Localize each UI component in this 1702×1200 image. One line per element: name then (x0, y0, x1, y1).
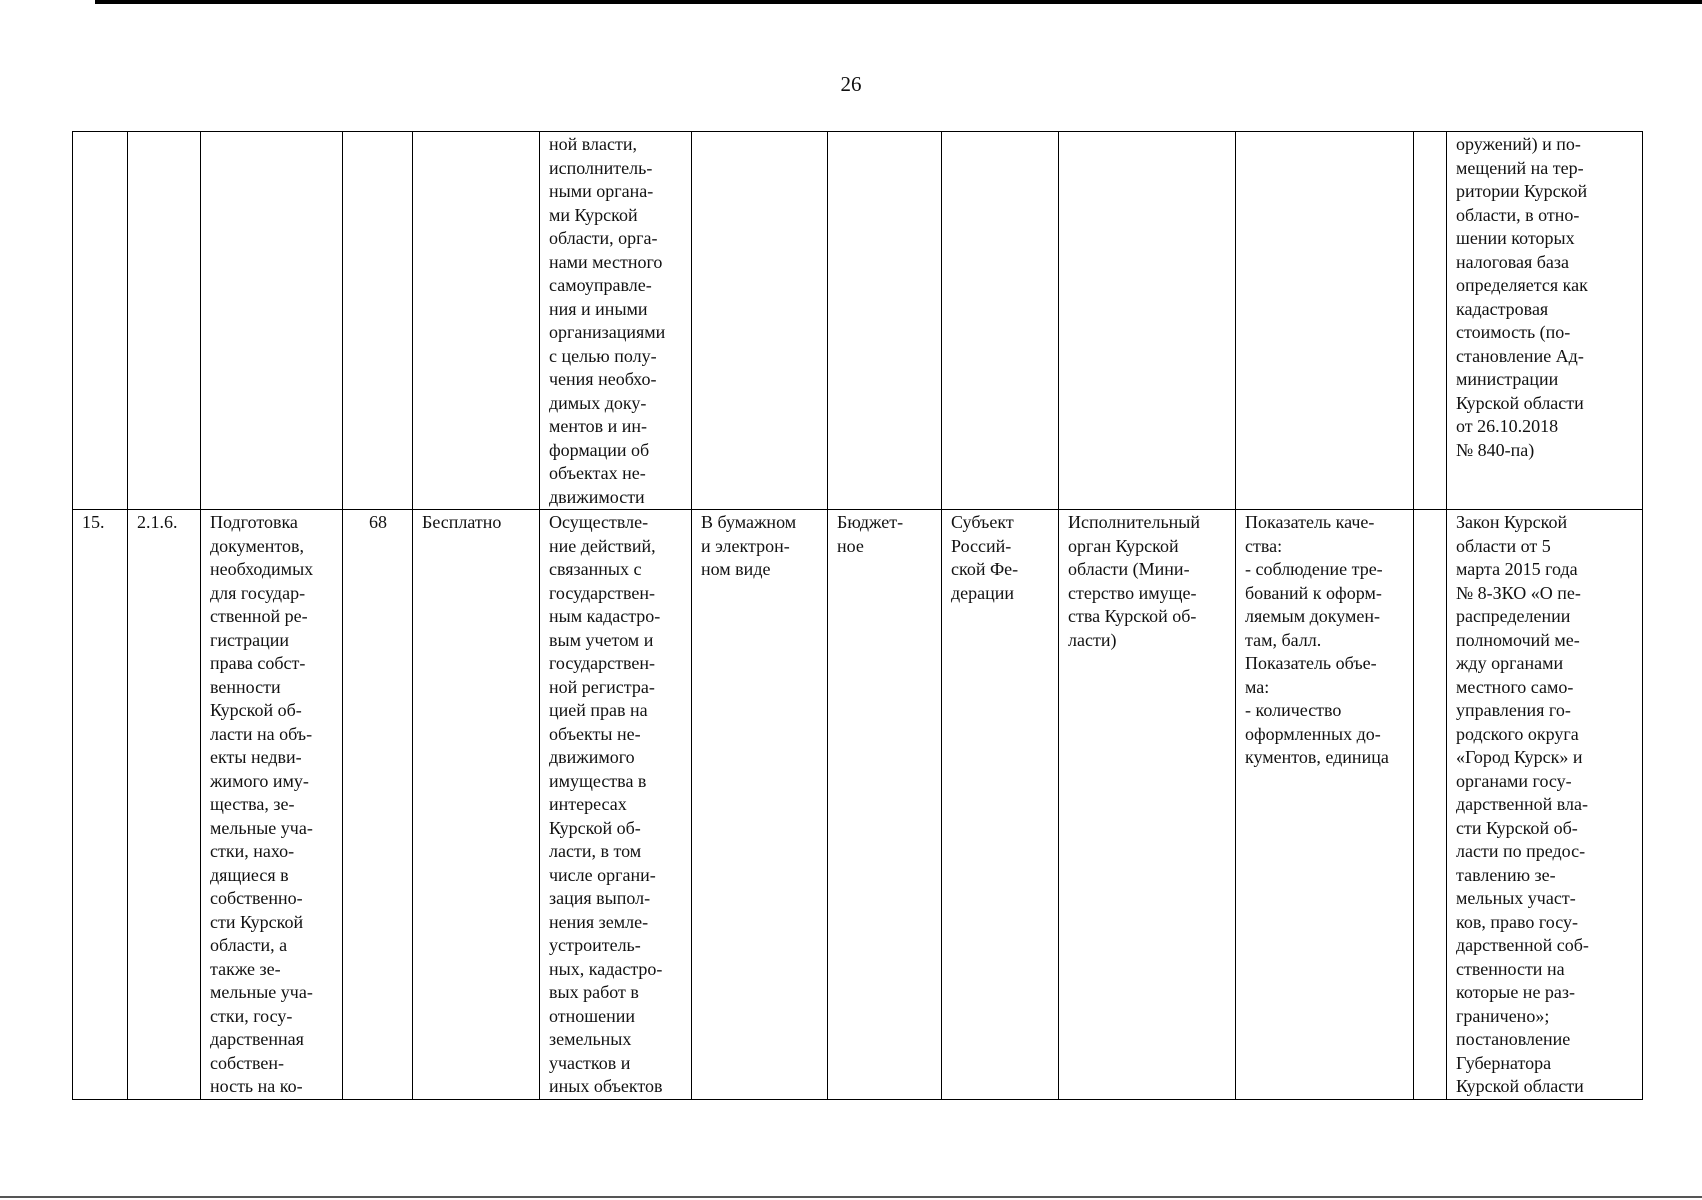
cell-form: В бумажном и электрон- ном виде (692, 510, 828, 1100)
page-number: 26 (840, 72, 862, 96)
bottom-border-line (0, 1196, 1702, 1198)
cell-blank (1414, 132, 1447, 510)
cell-code (128, 132, 201, 510)
cell-num (73, 132, 128, 510)
cell-name (201, 132, 343, 510)
cell-actions: ной власти, исполнитель- ными органа- ми Курской области, орга- нами местного самоуправле- ния и иными организациями с целью полу- чения необхо- димых доку- ментов и ин- формации об объектах не- движимости (540, 132, 692, 510)
cell-funding: Бюджет- ное (828, 510, 942, 1100)
cell-executor: Исполнительный орган Курской области (Мини- стерство имуще- ства Курской об- ласти) (1059, 510, 1236, 1100)
cell-level: Субъект Россий- ской Фе- дерации (942, 510, 1059, 1100)
cell-count (343, 132, 413, 510)
cell-form (692, 132, 828, 510)
cell-level (942, 132, 1059, 510)
cell-indicators: Показатель каче- ства: - соблюдение тре- бований к оформ- ляемым докумен- там, балл. Показатель объе- ма: - количество оформленных до- кументов, единица (1236, 510, 1414, 1100)
cell-count: 68 (343, 510, 413, 1100)
top-border-line (95, 0, 1702, 4)
cell-basis: Закон Курской области от 5 марта 2015 года № 8-ЗКО «О пе- распределении полномочий ме- жду органами местного само- управления го- родского округа «Город Курск» и органами госу- дарственной вла- сти Курской об- ласти по предос- тавлению зе- мельных участ- ков, право госу- дарственной соб- ственности на которые не раз- граничено»; постановление Губернатора Курской области (1447, 510, 1643, 1100)
cell-price: Бесплатно (413, 510, 540, 1100)
table-row (73, 510, 1643, 1100)
cell-actions: Осуществле- ние действий, связанных с государствен- ным кадастро- вым учетом и государствен- ной регистра- цией прав на объекты не- движимого имущества в интересах Курской об- ласти, в том числе органи- зация выпол- нения земле- устроитель- ных, кадастро- вых работ в отношении земельных участков и иных объектов (540, 510, 692, 1100)
cell-price (413, 132, 540, 510)
cell-funding (828, 132, 942, 510)
table-row (73, 132, 1643, 510)
cell-executor (1059, 132, 1236, 510)
cell-indicators (1236, 132, 1414, 510)
cell-name: Подготовка документов, необходимых для государ- ственной ре- гистрации права собст- венности Курской об- ласти на объ- екты недви- жимого иму- щества, зе- мельные уча- стки, нахо- дящиеся в собственно- сти Курской области, а также зе- мельные уча- стки, госу- дарственная собствен- ность на ко- (201, 510, 343, 1100)
document-table (72, 131, 1643, 1100)
cell-code: 2.1.6. (128, 510, 201, 1100)
cell-blank (1414, 510, 1447, 1100)
cell-num: 15. (73, 510, 128, 1100)
cell-basis: оружений) и по- мещений на тер- ритории Курской области, в отно- шении которых налоговая база определяется как кадастровая стоимость (по- становление Ад- министрации Курской области от 26.10.2018 № 840-па) (1447, 132, 1643, 510)
